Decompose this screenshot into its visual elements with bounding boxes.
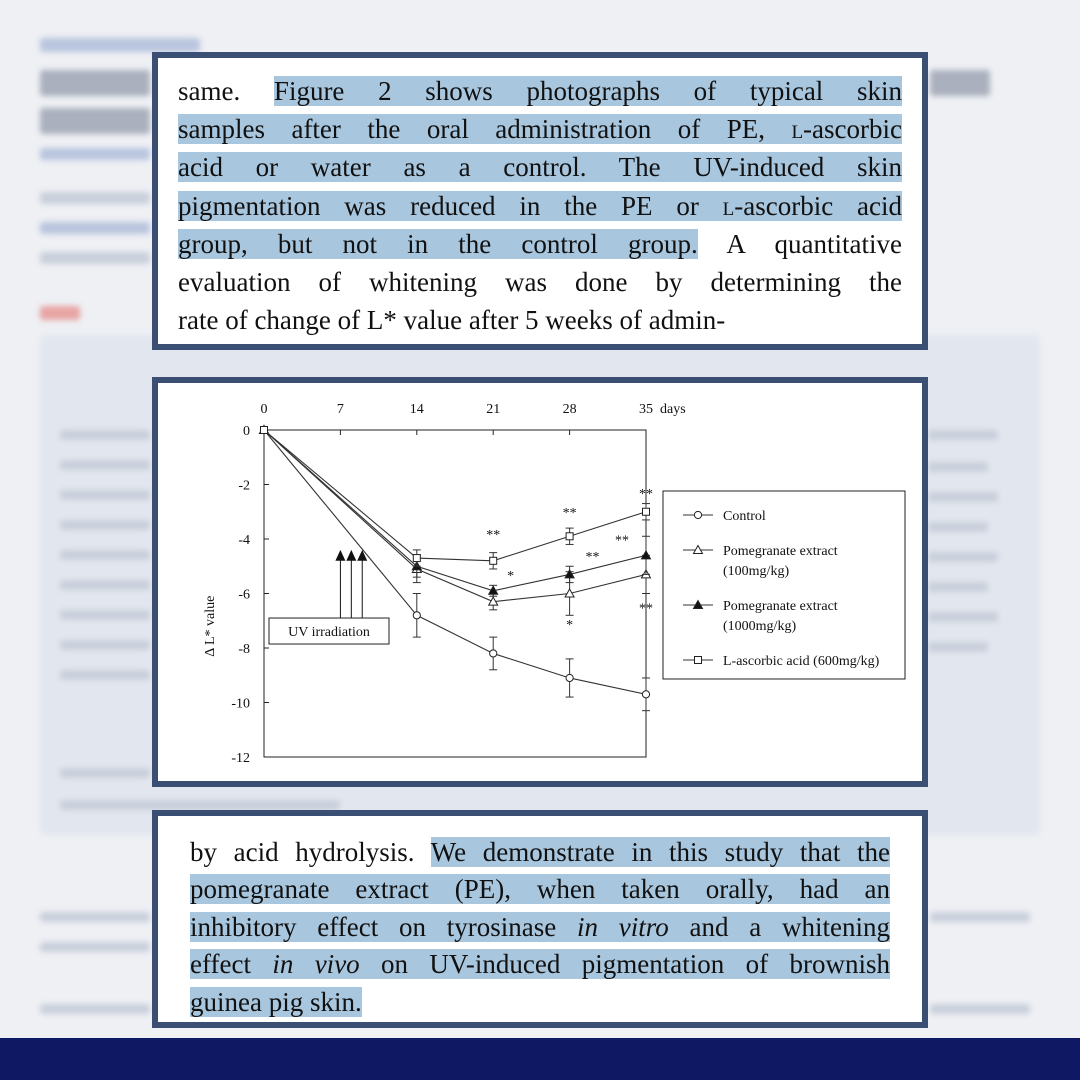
y-tick-label: -12: [231, 751, 250, 766]
excerpt-top-paragraph: [178, 72, 902, 339]
y-tick-label: -10: [231, 696, 250, 712]
marker-ascorbic: [261, 427, 268, 434]
x-unit-label: days: [660, 402, 686, 417]
highlighted-text: -ascorbic: [803, 114, 902, 145]
marker-control: [413, 612, 420, 619]
y-tick-label: -8: [238, 642, 250, 657]
marker-control: [642, 691, 649, 698]
highlighted-text: guinea pig skin.: [190, 986, 362, 1017]
highlighted-text: pigmentation was reduced in the PE or: [178, 190, 723, 221]
marker-control: [566, 674, 573, 681]
legend-entry: L-ascorbic acid (600mg/kg): [723, 654, 880, 669]
uv-arrow-head: [357, 550, 367, 561]
marker-pe-1000: [642, 551, 651, 559]
legend-entry: (100mg/kg): [723, 564, 790, 579]
marker-ascorbic: [566, 533, 573, 540]
x-tick-label: 35: [639, 402, 653, 417]
highlighted-text: l: [722, 190, 735, 221]
significance-mark: **: [614, 533, 629, 549]
excerpt-bottom-line: [190, 834, 890, 871]
highlighted-text: -ascorbic acid: [734, 190, 902, 221]
highlighted-text: Figure 2 shows photographs of typical skin: [273, 76, 902, 106]
highlighted-text: acid or water as a control. The UV-induced skin: [178, 152, 902, 183]
bottom-band: [0, 1038, 1080, 1080]
marker-ascorbic: [695, 657, 702, 664]
highlighted-text: on UV-induced pigmentation of brownish: [359, 949, 890, 980]
marker-ascorbic: [643, 508, 650, 515]
excerpt-top-line: [178, 72, 902, 110]
legend-entry: (1000mg/kg): [723, 619, 797, 634]
series-line: [264, 430, 646, 602]
significance-mark: **: [639, 487, 653, 503]
significance-mark: **: [639, 601, 653, 617]
excerpt-bottom-card: [152, 810, 928, 1028]
excerpt-top-line: [178, 110, 902, 148]
y-axis-label: Δ L* value: [203, 595, 218, 657]
excerpt-top-line: [178, 148, 902, 186]
y-tick-label: -4: [238, 533, 250, 548]
series-line: [264, 430, 646, 561]
highlighted-text: inhibitory effect on tyrosinase: [190, 911, 577, 942]
figure-card: [152, 377, 928, 787]
excerpt-top-line: [178, 225, 902, 263]
significance-mark: *: [566, 617, 574, 633]
excerpt-top-line: [178, 301, 902, 339]
text-run: by acid hydrolysis.: [190, 837, 431, 867]
highlighted-text: We demonstrate in this study that the: [430, 837, 890, 867]
highlighted-text: and a whitening: [668, 911, 890, 942]
uv-arrow-head: [335, 550, 345, 561]
excerpt-bottom-paragraph: [190, 834, 890, 1021]
highlighted-text: l: [791, 114, 804, 145]
excerpt-bottom-line: [190, 871, 890, 908]
y-tick-label: -2: [238, 478, 250, 494]
x-tick-label: 14: [409, 402, 424, 417]
excerpt-top-line: [178, 187, 902, 225]
plot-frame: [264, 430, 646, 757]
text-run: A quantitative: [697, 228, 902, 259]
text-run: same.: [178, 76, 274, 106]
y-tick-label: -6: [238, 587, 250, 603]
x-tick-label: 28: [562, 402, 577, 417]
series-line: [264, 430, 646, 591]
significance-mark: *: [507, 568, 515, 584]
excerpt-bottom-line: [190, 946, 890, 983]
highlighted-text: samples after the oral administration of PE,: [178, 114, 792, 145]
legend-entry: Control: [723, 509, 766, 524]
marker-ascorbic: [490, 557, 497, 564]
excerpt-top-line: [178, 263, 902, 301]
uv-irradiation-label: UV irradiation: [288, 625, 370, 641]
marker-control: [490, 650, 497, 657]
highlighted-text: in vitro: [576, 911, 669, 942]
x-tick-label: 21: [486, 402, 501, 417]
legend-entry: Pomegranate extract: [723, 599, 838, 614]
excerpt-bottom-line: [190, 909, 890, 946]
delta-l-chart: [158, 383, 922, 781]
marker-control: [694, 511, 701, 518]
significance-mark: **: [585, 549, 600, 565]
highlighted-text: in vivo: [272, 949, 360, 980]
significance-mark: **: [562, 506, 577, 522]
highlighted-text: group, but not in the control group.: [178, 228, 698, 259]
text-run: rate of change of L* value after 5 weeks of admin-: [178, 305, 726, 336]
significance-mark: **: [486, 528, 501, 543]
x-tick-label: 7: [336, 402, 344, 417]
legend-box: [663, 491, 905, 679]
legend-entry: Pomegranate extract: [723, 544, 838, 559]
marker-ascorbic: [413, 555, 420, 562]
highlighted-text: pomegranate extract (PE), when taken orally, had an: [190, 874, 890, 905]
uv-arrow-head: [346, 550, 356, 561]
highlighted-text: effect: [190, 949, 273, 980]
text-run: evaluation of whitening was done by determining the: [178, 267, 902, 298]
excerpt-top-card: [152, 52, 928, 350]
excerpt-bottom-line: [190, 984, 890, 1021]
y-tick-label: 0: [243, 424, 250, 439]
x-tick-label: 0: [260, 402, 268, 417]
